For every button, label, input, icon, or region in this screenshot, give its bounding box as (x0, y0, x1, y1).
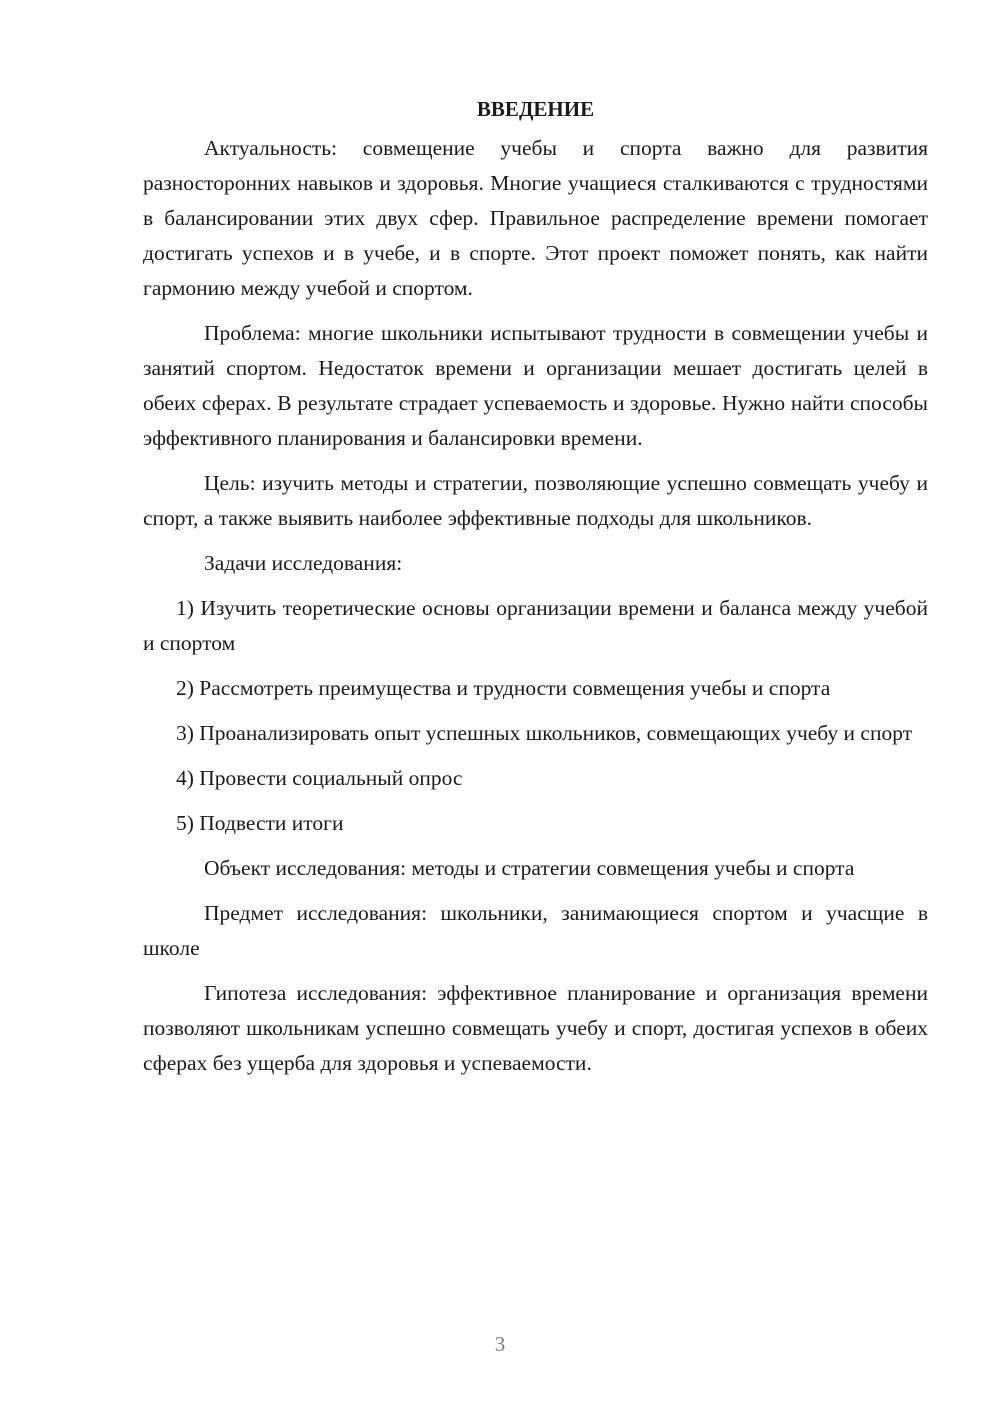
tasks-heading: Задачи исследования: (204, 551, 403, 575)
task-item: 1) Изучить теоретические основы организации времени и баланса между учебой и спортом (143, 596, 928, 655)
hypothesis-paragraph: Гипотеза исследования: эффективное планирование и организация времени позволяют школьникам успешно совмещать учебу и спорт, достигая успехов в обеих сферах без ущерба для здоровья и успеваемости. (143, 981, 928, 1075)
subject-paragraph: Предмет исследования: школьники, занимающиеся спортом и учасщие в школе (143, 901, 928, 960)
relevance-paragraph: Актуальность: совмещение учебы и спорта важно для развития разносторонних навыков и здоровья. Многие учащиеся сталкиваются с трудностями в балансировании этих двух сфер. Правильное распределение времени помогает достигать успехов и в учебе, и в спорте. Этот проект поможет понять, как найти гармонию между учебой и спортом. (143, 136, 928, 300)
goal-paragraph: Цель: изучить методы и стратегии, позволяющие успешно совмещать учебу и спорт, а также выявить наиболее эффективные подходы для школьников. (143, 471, 928, 530)
task-item: 2) Рассмотреть преимущества и трудности совмещения учебы и спорта (176, 676, 831, 700)
task-item: 4) Провести социальный опрос (176, 766, 463, 790)
problem-paragraph: Проблема: многие школьники испытывают трудности в совмещении учебы и занятий спортом. Недостаток времени и организации мешает достигать целей в обеих сферах. В результате страдает успеваемость и здоровье. Нужно найти способы эффективного планирования и балансировки времени. (143, 321, 928, 450)
page-number: 3 (494, 1332, 506, 1356)
object-paragraph: Объект исследования: методы и стратегии совмещения учебы и спорта (204, 856, 855, 880)
task-item: 3) Проанализировать опыт успешных школьников, совмещающих учебу и спорт (176, 721, 913, 745)
task-item: 5) Подвести итоги (176, 811, 344, 835)
document-page (143, 92, 928, 1091)
section-title: ВВЕДЕНИЕ (476, 97, 595, 121)
